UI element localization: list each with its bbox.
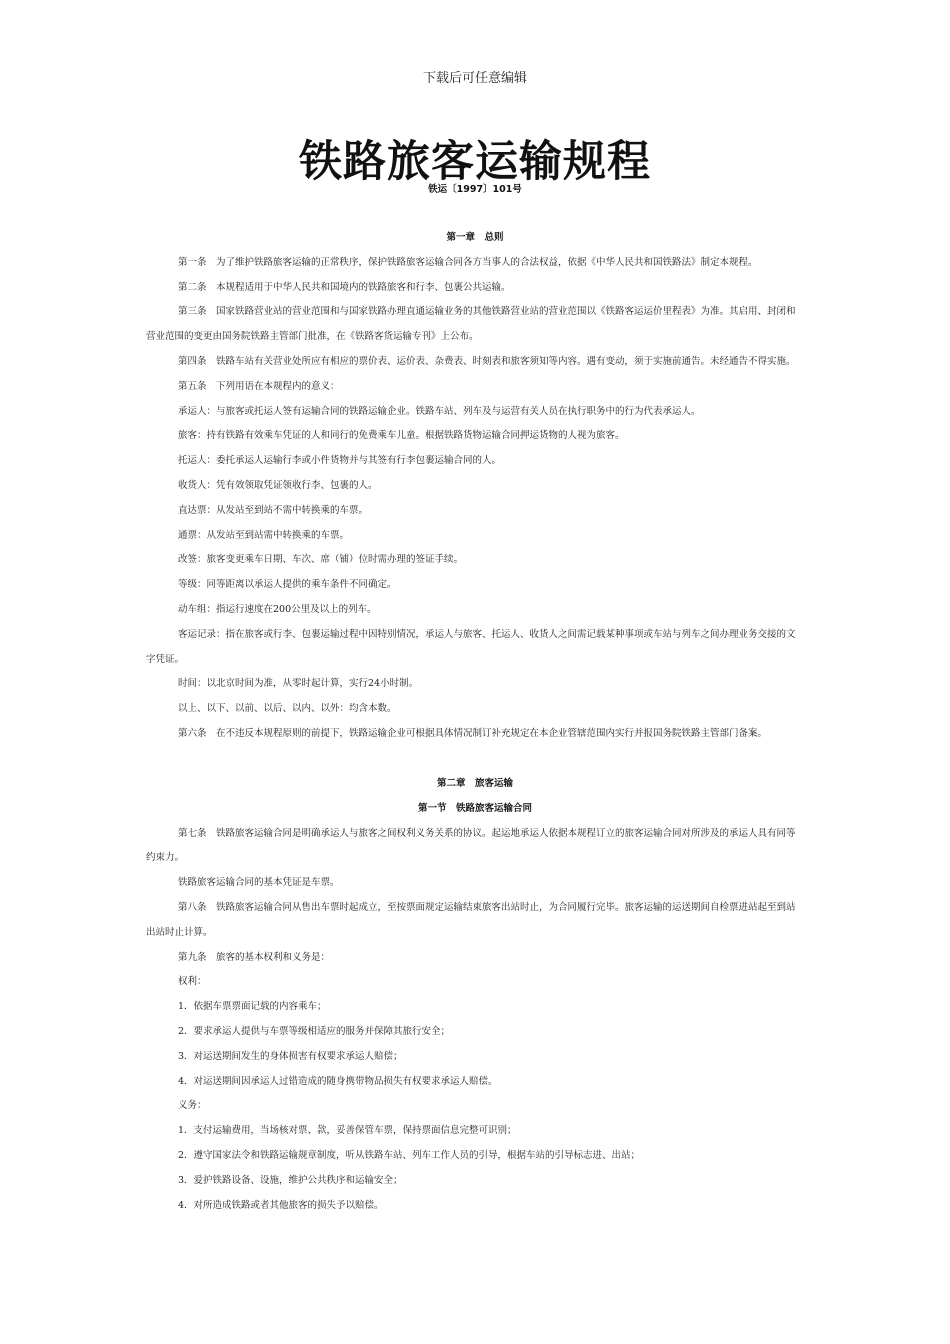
definition-time: 时间：以北京时间为准，从零时起计算，实行24小时制。 bbox=[178, 678, 419, 690]
rights-item: 1．依据车票票面记载的内容乘车； bbox=[178, 1001, 327, 1013]
article-8: 第八条 铁路旅客运输合同从售出车票时起成立，至按票面规定运输结束旅客出站时止，为合同履行完毕。旅客运输的运送期间自检票进站起至到站出站时止计算。 bbox=[146, 901, 796, 938]
definition-carrier: 承运人：与旅客或托运人签有运输合同的铁路运输企业。铁路车站、列车及与运营有关人员在执行职务中的行为代表承运人。 bbox=[178, 405, 701, 417]
article-7-note: 铁路旅客运输合同的基本凭证是车票。 bbox=[178, 877, 340, 889]
definition-consignee: 收货人：凭有效领取凭证领收行李、包裹的人。 bbox=[178, 479, 378, 491]
chapter-heading: 第一章 总则 bbox=[446, 232, 504, 243]
duties-item: 1．支付运输费用，当场核对票、款，妥善保管车票，保持票面信息完整可识别； bbox=[178, 1125, 517, 1137]
chapter-heading: 第二章 旅客运输 bbox=[436, 778, 513, 789]
rights-item: 3．对运送期间发生的身体损害有权要求承运人赔偿； bbox=[178, 1050, 403, 1062]
definition-passenger: 旅客：持有铁路有效乘车凭证的人和同行的免费乘车儿童。根据铁路货物运输合同押运货物的人视为旅客。 bbox=[178, 430, 625, 442]
header-note: 下载后可任意编辑 bbox=[422, 71, 527, 86]
document-title: 铁路旅客运输规程 bbox=[299, 137, 651, 187]
article-6: 第六条 在不违反本规程原则的前提下，铁路运输企业可根据具体情况制订补充规定在本企业管辖范围内实行并报国务院铁路主管部门备案。 bbox=[178, 727, 768, 739]
duties-item: 3．爱护铁路设备、设施，维护公共秩序和运输安全； bbox=[178, 1174, 403, 1186]
chapter-1 bbox=[146, 226, 804, 747]
article-5: 第五条 下列用语在本规程内的意义： bbox=[178, 380, 340, 392]
article-3: 第三条 国家铁路营业站的营业范围和与国家铁路办理直通运输业务的其他铁路营业站的营业范围以《铁路客运运价里程表》为准。其启用、封闭和营业范围的变更由国务院铁路主管部门批准，在《铁路客货运输专刊》上公布。 bbox=[146, 306, 796, 343]
article-7: 第七条 铁路旅客运输合同是明确承运人与旅客之间权利义务关系的协议。起运地承运人依据本规程订立的旅客运输合同对所涉及的承运人具有同等约束力。 bbox=[146, 827, 796, 864]
definition-class: 等级：同等距离以承运人提供的乘车条件不同确定。 bbox=[178, 579, 397, 591]
definition-direct-ticket: 直达票：从发站至到站不需中转换乘的车票。 bbox=[178, 504, 369, 516]
rights-item: 4．对运送期间因承运人过错造成的随身携带物品损失有权要求承运人赔偿。 bbox=[178, 1075, 498, 1087]
definition-through-ticket: 通票：从发站至到站需中转换乘的车票。 bbox=[178, 529, 350, 541]
duties-item: 2．遵守国家法令和铁路运输规章制度，听从铁路车站、列车工作人员的引导，根据车站的引导标志进、出站； bbox=[178, 1149, 641, 1161]
document-number: 铁运〔1997〕101号 bbox=[428, 184, 522, 195]
definition-change: 改签：旅客变更乘车日期、车次、席（铺）位时需办理的签证手续。 bbox=[178, 554, 464, 566]
definition-record: 客运记录：指在旅客或行李、包裹运输过程中因特别情况，承运人与旅客、托运人、收货人之间需记载某种事项或车站与列车之间办理业务交接的文字凭证。 bbox=[146, 628, 796, 665]
chapter-2 bbox=[146, 772, 804, 1218]
duties-item: 4．对所造成铁路或者其他旅客的损失予以赔偿。 bbox=[178, 1199, 384, 1211]
article-2: 第二条 本规程适用于中华人民共和国境内的铁路旅客和行李、包裹公共运输。 bbox=[178, 281, 511, 293]
article-1: 第一条 为了维护铁路旅客运输的正常秩序，保护铁路旅客运输合同各方当事人的合法权益，依据《中华人民共和国铁路法》制定本规程。 bbox=[178, 256, 758, 268]
article-4: 第四条 铁路车站有关营业处所应有相应的票价表、运价表、杂费表、时刻表和旅客须知等内容。遇有变动，须于实施前通告。未经通告不得实施。 bbox=[178, 355, 796, 367]
definition-emu: 动车组：指运行速度在200公里及以上的列车。 bbox=[178, 603, 377, 615]
definition-inclusive: 以上、以下、以前、以后、以内、以外：均含本数。 bbox=[178, 703, 397, 715]
rights-item: 2．要求承运人提供与车票等级相适应的服务并保障其旅行安全； bbox=[178, 1025, 451, 1037]
duties-label: 义务： bbox=[178, 1100, 207, 1112]
rights-label: 权利： bbox=[178, 976, 207, 988]
section-heading: 第一节 铁路旅客运输合同 bbox=[417, 802, 532, 814]
definition-shipper: 托运人：委托承运人运输行李或小件货物并与其签有行李包裹运输合同的人。 bbox=[178, 455, 502, 467]
article-9: 第九条 旅客的基本权利和义务是： bbox=[178, 951, 331, 963]
